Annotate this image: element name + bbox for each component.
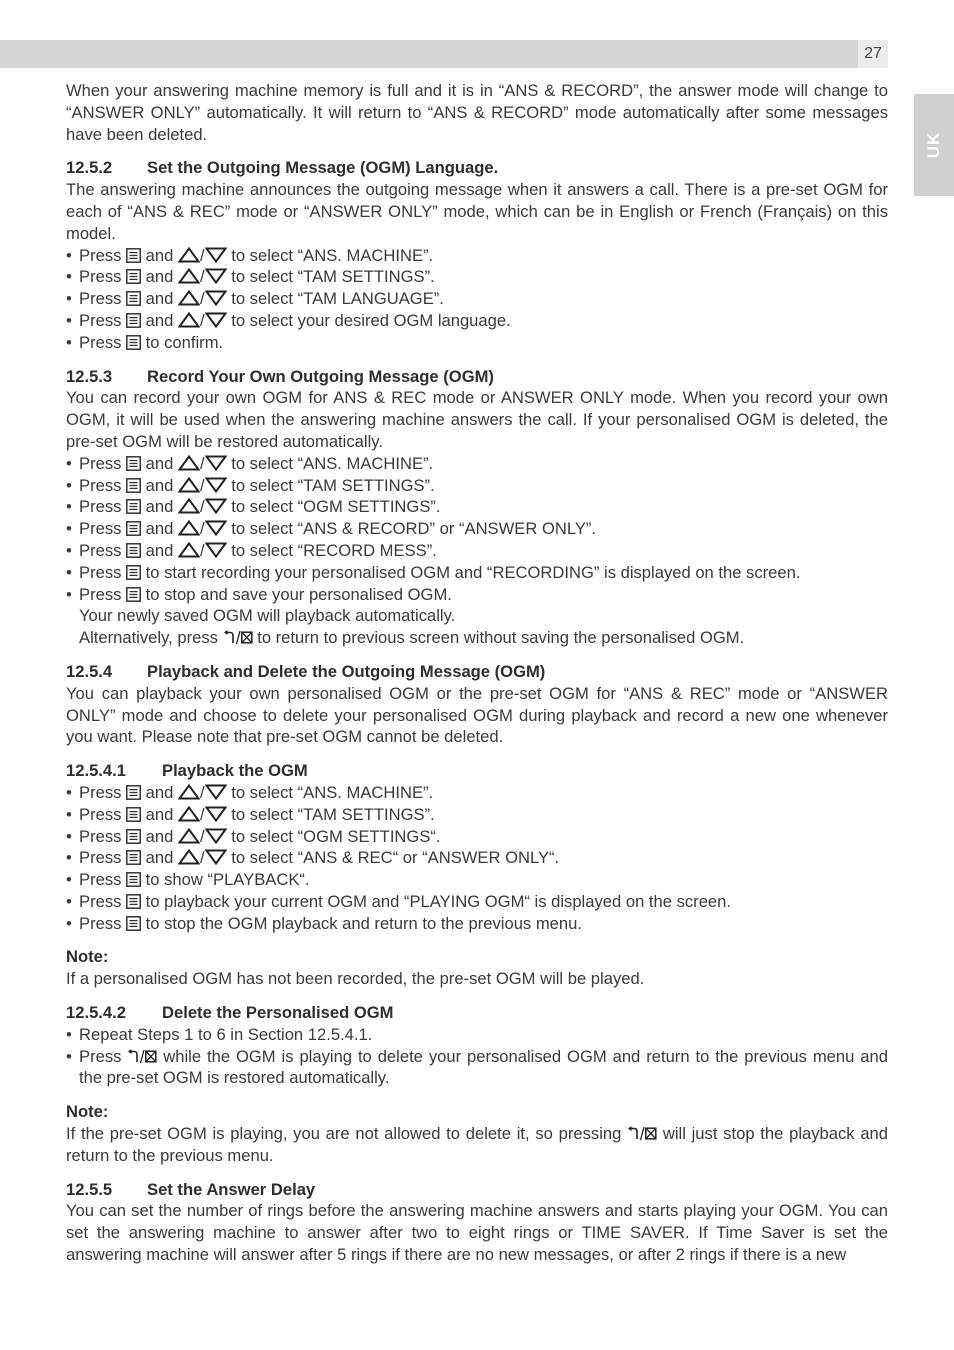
section-heading [66,157,888,179]
header-bar [0,40,888,68]
up-arrow-icon [178,477,200,493]
list-item: • Press and / to select “ANS. MACHINE”. [66,245,888,267]
up-arrow-icon [178,806,200,822]
menu-key-icon [126,807,141,822]
up-arrow-icon [178,784,200,800]
list-item: • Press and / to select “TAM SETTINGS”. [66,266,888,288]
page-number: 27 [858,40,888,68]
section-number: 12.5.2 [66,158,113,178]
step-list [66,245,888,354]
section-number: 12.5.3 [66,366,113,386]
menu-key-icon [126,499,141,514]
list-item: • Press and / to select “ANS & REC“ or “ANSWER ONLY“. [66,847,888,869]
section-body: You can set the number of rings before the answering machine answers and starts playing your OGM. You can set the answering machine to answer after two to eight rings or TIME SAVER. If Time Saver is set the answering machine will answer after 5 rings if there are no new messages, or after 2 rings if there is a new [66,1201,888,1265]
menu-key-icon [126,478,141,493]
section-number: 12.5.4.2 [66,1003,126,1023]
menu-key-icon [126,565,141,580]
up-arrow-icon [178,520,200,536]
list-item-continuation: Your newly saved OGM will playback automatically. [79,606,456,626]
section-number: 12.5.5 [66,1179,113,1199]
menu-key-icon [126,850,141,865]
up-arrow-icon [178,542,200,558]
up-arrow-icon [178,849,200,865]
list-item: • Press and / to select “OGM SETTINGS“. [66,826,888,848]
list-item-continuation: Alternatively, press to return to previous screen without saving the personalised OGM. [79,628,745,648]
down-arrow-icon [205,455,227,471]
list-item: • Press and / to select your desired OGM language. [66,310,888,332]
section-title: Playback and Delete the Outgoing Message (OGM) [147,661,546,681]
section-body: The answering machine announces the outgoing message when it answers a call. There is a pre-set OGM for each of “ANS & REC” mode or “ANSWER ONLY” mode, which can be in English or French (Français) on this model. [66,180,888,243]
down-arrow-icon [205,520,227,536]
note-text: If a personalised OGM has not been recorded, the pre-set OGM will be played. [66,969,645,989]
section-body: You can playback your own personalised OGM or the pre-set OGM for “ANS & REC” mode or “ANSWER ONLY” mode and choose to delete your personalised OGM during playback and record a new one whenever you want. Please note that pre-set OGM cannot be deleted. [66,683,888,747]
up-arrow-icon [178,247,200,263]
up-arrow-icon [178,268,200,284]
list-item: • Press and / to select “OGM SETTINGS”. [66,496,888,518]
down-arrow-icon [205,806,227,822]
down-arrow-icon [205,477,227,493]
list-item: • Press to show “PLAYBACK“. [66,869,888,891]
list-item: • Press to playback your current OGM and “PLAYING OGM“ is displayed on the screen. [66,891,888,913]
section-number: 12.5.4 [66,661,113,681]
back-delete-icon [223,630,253,645]
list-item: • Press and / to select “ANS & RECORD” or “ANSWER ONLY”. [66,518,888,540]
back-delete-icon [627,1126,657,1141]
down-arrow-icon [205,290,227,306]
list-item: • Press to start recording your personalised OGM and “RECORDING” is displayed on the screen. [66,562,888,584]
step-list [66,1024,888,1089]
section-heading [66,366,888,388]
menu-key-icon [126,313,141,328]
section-body: You can record your own OGM for ANS & REC mode or ANSWER ONLY mode. When you record your own OGM, it will be used when the answering machine answers the call. If your personalised OGM is deleted, the pre-set OGM will be restored automatically. [66,388,888,451]
list-item: • Press while the OGM is playing to delete your personalised OGM and return to the previous menu and the pre-set OGM is restored automatically. [66,1046,888,1090]
language-tab [914,94,954,196]
list-item: • Press to stop and save your personalised OGM. [66,584,888,606]
list-item: • Press and / to select “TAM SETTINGS”. [66,804,888,826]
section-title: Record Your Own Outgoing Message (OGM) [147,366,494,386]
list-item: • Press and / to select “RECORD MESS”. [66,540,888,562]
section-title: Set the Outgoing Message (OGM) Language. [147,158,499,178]
up-arrow-icon [178,290,200,306]
down-arrow-icon [205,849,227,865]
list-item: • Press and / to select “ANS. MACHINE”. [66,453,888,475]
intro-paragraph: When your answering machine memory is full and it is in “ANS & RECORD”, the answer mode will change to “ANSWER ONLY” automatically. It will return to “ANS & RECORD” mode automatically after some messages have been deleted. [66,81,888,144]
up-arrow-icon [178,455,200,471]
language-tab-label: UK [924,131,943,159]
down-arrow-icon [205,312,227,328]
list-item: • Press and / to select “TAM SETTINGS”. [66,475,888,497]
down-arrow-icon [205,247,227,263]
list-item: • Repeat Steps 1 to 6 in Section 12.5.4.1. [66,1024,888,1046]
up-arrow-icon [178,498,200,514]
menu-key-icon [126,291,141,306]
note-text: If the pre-set OGM is playing, you are not allowed to delete it, so pressing will just stop the playback and return to the previous menu. [66,1124,888,1165]
menu-key-icon [126,335,141,350]
back-delete-icon [127,1049,157,1064]
up-arrow-icon [178,312,200,328]
down-arrow-icon [205,268,227,284]
section-title: Set the Answer Delay [147,1179,316,1199]
section-heading [66,1179,888,1201]
menu-key-icon [126,894,141,909]
list-item: • Press and / to select “ANS. MACHINE”. [66,782,888,804]
menu-key-icon [126,829,141,844]
subsection-heading [66,760,888,782]
down-arrow-icon [205,784,227,800]
list-item: • Press to stop the OGM playback and return to the previous menu. [66,913,888,935]
list-item: • Press and / to select “TAM LANGUAGE”. [66,288,888,310]
section-title: Delete the Personalised OGM [162,1003,394,1023]
menu-key-icon [126,785,141,800]
page-content [66,80,888,1266]
up-arrow-icon [178,828,200,844]
menu-key-icon [126,521,141,536]
menu-key-icon [126,916,141,931]
down-arrow-icon [205,828,227,844]
menu-key-icon [126,543,141,558]
note-label: Note: [66,1102,109,1122]
note-label: Note: [66,947,109,967]
menu-key-icon [126,456,141,471]
step-list [66,453,888,649]
menu-key-icon [126,248,141,263]
down-arrow-icon [205,542,227,558]
section-number: 12.5.4.1 [66,761,126,781]
menu-key-icon [126,269,141,284]
section-title: Playback the OGM [162,761,308,781]
section-heading [66,661,888,683]
menu-key-icon [126,872,141,887]
menu-key-icon [126,587,141,602]
subsection-heading [66,1002,888,1024]
step-list [66,782,888,935]
down-arrow-icon [205,498,227,514]
list-item: • Press to confirm. [66,332,888,354]
